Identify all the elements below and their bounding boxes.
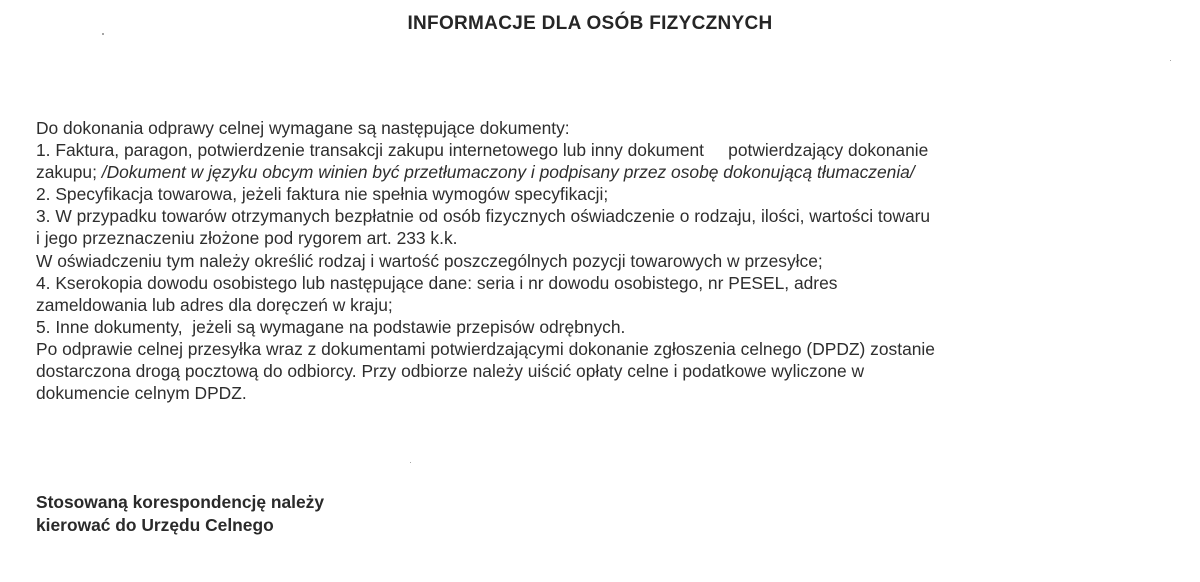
item-1-line-2 (36, 161, 1186, 183)
item-3-line-1: 3. W przypadku towarów otrzymanych bezpłatnie od osób fizycznych oświadczenie o rodzaju, ilości, wartości towaru (36, 206, 931, 227)
item-1-plain-text: zakupu; (36, 162, 102, 183)
after-clearance-line-3: dokumencie celnym DPDZ. (36, 383, 247, 404)
item-3-line-2: i jego przeznaczeniu złożone pod rygorem art. 233 k.k. (36, 228, 458, 249)
scan-speck (1170, 60, 1171, 61)
item-4-line-1: 4. Kserokopia dowodu osobistego lub następujące dane: seria i nr dowodu osobistego, nr PESEL, adres (36, 272, 838, 293)
after-clearance-line-2: dostarczona drogą pocztową do odbiorcy. Przy odbiorze należy uiścić opłaty celne i podatkowe wyliczone w (36, 361, 865, 382)
intro-line: Do dokonania odprawy celnej wymagane są następujące dokumenty: (36, 118, 570, 138)
item-2-line: 2. Specyfikacja towarowa, jeżeli faktura nie spełnia wymogów specyfikacji; (36, 184, 609, 205)
item-1-italic-note: /Dokument w języku obcym winien być przetłumaczony i podpisany przez osobę dokonującą tłumaczenia/ (101, 162, 915, 183)
document-body (36, 117, 1186, 404)
correspondence-note-line-2: kierować do Urzędu Celnego (36, 514, 274, 535)
correspondence-note (36, 491, 324, 536)
scan-speck (410, 462, 411, 463)
correspondence-note-line-1: Stosowaną korespondencję należy (36, 492, 324, 512)
item-5-line: 5. Inne dokumenty, jeżeli są wymagane na podstawie przepisów odrębnych. (36, 316, 626, 337)
item-3-line-3: W oświadczeniu tym należy określić rodzaj i wartość poszczególnych pozycji towarowych w przesyłce; (36, 250, 823, 271)
item-4-line-2: zameldowania lub adres dla doręczeń w kraju; (36, 294, 393, 315)
item-1-line-1: 1. Faktura, paragon, potwierdzenie transakcji zakupu internetowego lub inny dokument potwierdzający dokonanie (36, 140, 929, 161)
after-clearance-line-1: Po odprawie celnej przesyłka wraz z dokumentami potwierdzającymi dokonanie zgłoszenia celnego (DPDZ) zostanie (36, 338, 935, 359)
document-title: INFORMACJE DLA OSÓB FIZYCZNYCH (407, 13, 773, 34)
